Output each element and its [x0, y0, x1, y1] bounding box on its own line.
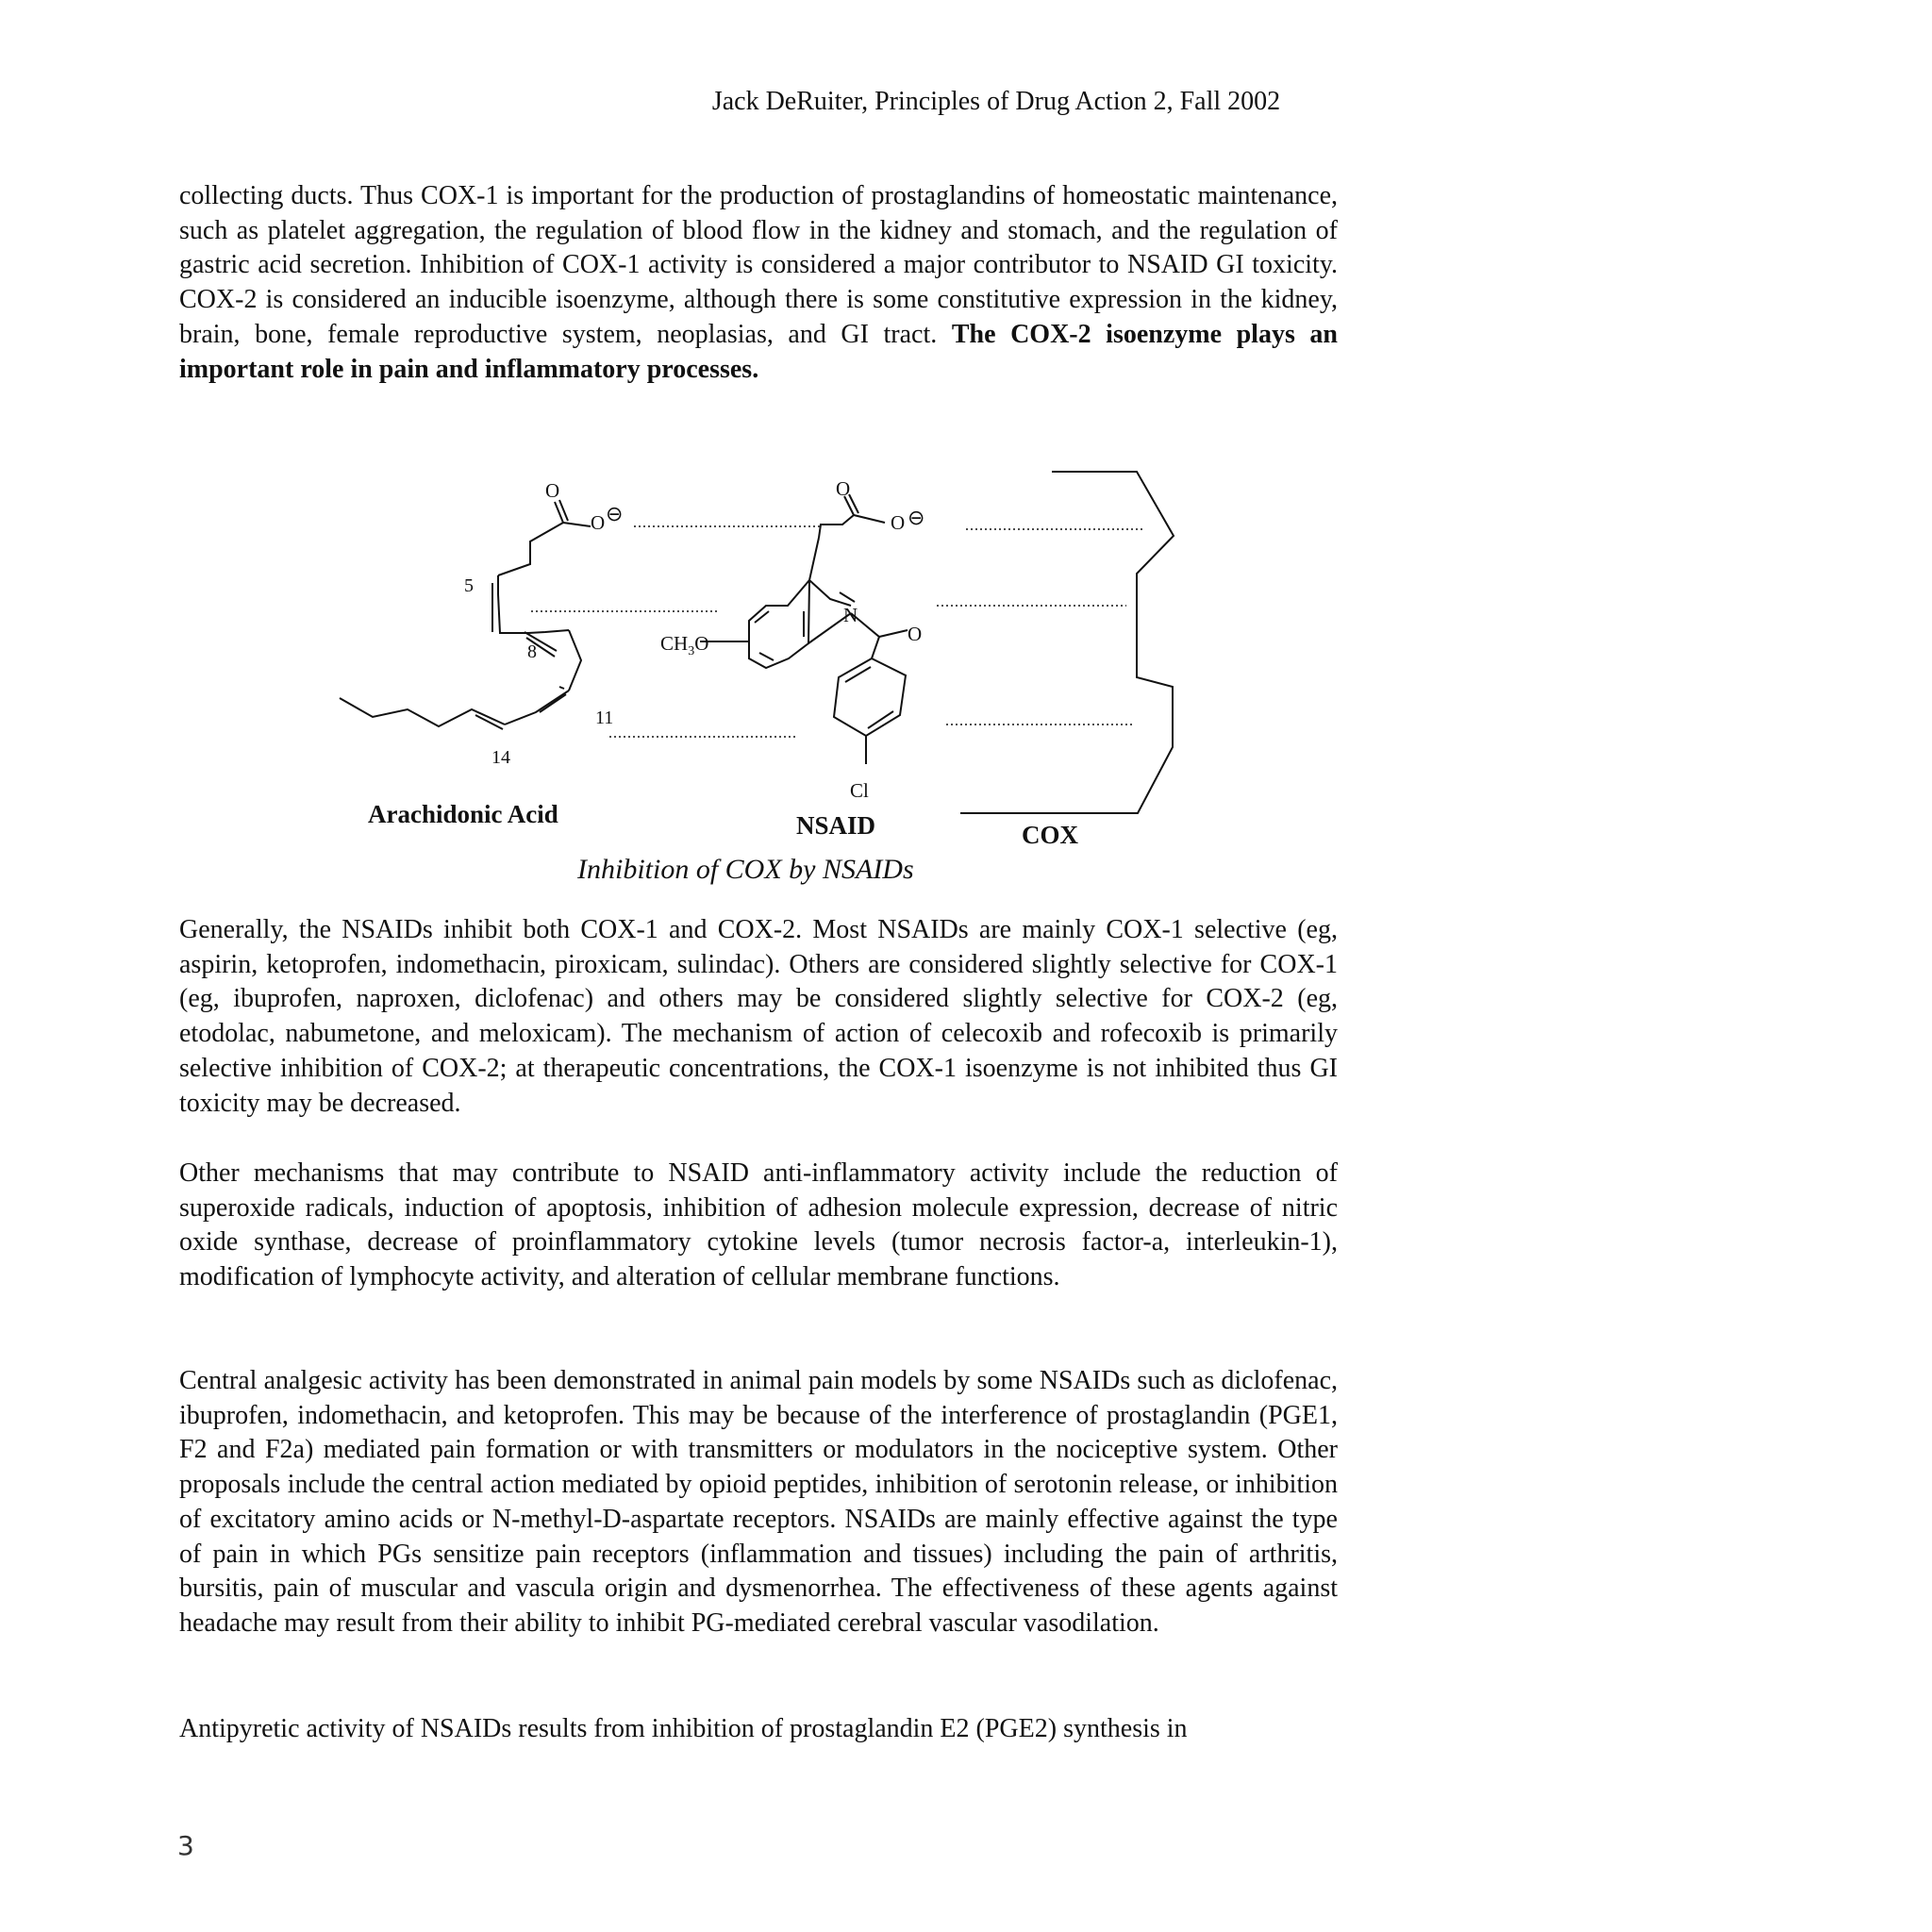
atom-oxygen-nsaid-anion: O [891, 511, 906, 534]
methoxy-o: O [694, 632, 709, 655]
running-header: Jack DeRuiter, Principles of Drug Action 2, Fall 2002 [711, 87, 1281, 116]
paragraph-antipyretic: Antipyretic activity of NSAIDs results from inhibition of prostaglandin E2 (PGE2) synthesis in [179, 1714, 1188, 1743]
position-label-5: 5 [464, 575, 474, 596]
position-label-11: 11 [595, 708, 614, 728]
negative-charge-icon: ⊖ [908, 506, 925, 529]
structure-diagram [0, 443, 1932, 896]
paragraph-cox-roles-text: collecting ducts. Thus COX-1 is important for the production of prostaglandins of homeostatic maintenance, such as platelet aggregation, the regulation of blood flow in the kidney and stomach, and the regulation of gastric acid secretion. Inhibition of COX-1 activity is considered a major contributor to NSAID GI toxicity. COX-2 is considered an inducible isoenzyme, although there is some constitutive expression in the kidney, brain, bone, female reproductive system, neoplasias, and GI tract. [179, 181, 1338, 349]
atom-chlorine: Cl [850, 779, 869, 802]
atom-oxygen-acid-carbonyl: O [545, 479, 560, 502]
position-label-14: 14 [491, 747, 510, 768]
paragraph-selectivity: Generally, the NSAIDs inhibit both COX-1 and COX-2. Most NSAIDs are mainly COX-1 selective (eg, aspirin, ketoprofen, indomethacin, piroxicam, sulindac). Others are considered slightly selective for COX-1 (eg, ibuprofen, naproxen, diclofenac) and others may be considered slightly selective for COX-2 (eg, etodolac, nabumetone, and meloxicam). The mechanism of action of celecoxib and rofecoxib is primarily selective inhibition of COX-2; at therapeutic concentrations, the COX-1 isoenzyme is not inhibited thus GI toxicity may be decreased. [179, 915, 1338, 1118]
methoxy-group [660, 632, 708, 659]
atom-nitrogen: N [843, 604, 858, 626]
paragraph-central-analgesia: Central analgesic activity has been demonstrated in animal pain models by some NSAIDs such as diclofenac, ibuprofen, indomethacin, and ketoprofen. This may be because of the interference of prostaglandin (PGE1, F2 and F2a) mediated pain formation or with transmitters or modulators in the nociceptive system. Other proposals include the central action mediated by opioid peptides, inhibition of serotonin release, or inhibition of excitatory amino acids or N-methyl-D-aspartate receptors. NSAIDs are mainly effective against the type of pain in which PGs sensitize pain receptors (inflammation and tissues) including the pain of arthritis, bursitis, pain of muscular and vascula origin and dysmenorrhea. The effectiveness of these agents against headache may result from their ability to inhibit PG-mediated cerebral vascular vasodilation. [179, 1366, 1338, 1638]
paragraph-cox-roles [179, 179, 1338, 387]
paragraph-other-mechanisms: Other mechanisms that may contribute to NSAID anti-inflammatory activity include the reduction of superoxide radicals, induction of apoptosis, inhibition of adhesion molecule expression, decrease of nitric oxide synthase, decrease of proinflammatory cytokine levels (tumor necrosis factor-a, interleukin-1), modification of lymphocyte activity, and alteration of cellular membrane functions. [179, 1158, 1338, 1292]
figure-caption: Inhibition of COX by NSAIDs [577, 854, 914, 885]
atom-oxygen-amide: O [908, 623, 923, 645]
atom-oxygen-acid-anion: O [591, 511, 606, 534]
position-label-8: 8 [527, 641, 537, 662]
cox-inhibition-figure [0, 443, 1932, 896]
label-arachidonic-acid: Arachidonic Acid [368, 800, 558, 828]
negative-charge-icon: ⊖ [606, 502, 624, 525]
page-number: 3 [177, 1830, 194, 1861]
paragraph-cox-roles-emphasis: The COX-2 isoenzyme plays an important role in pain and inflammatory processes. [179, 319, 1338, 384]
methoxy-ch: CH [660, 632, 689, 655]
atom-oxygen-nsaid-carbonyl: O [836, 477, 851, 500]
methoxy-subscript: 3 [688, 644, 695, 659]
label-cox: COX [1022, 821, 1078, 849]
label-nsaid: NSAID [796, 811, 876, 840]
